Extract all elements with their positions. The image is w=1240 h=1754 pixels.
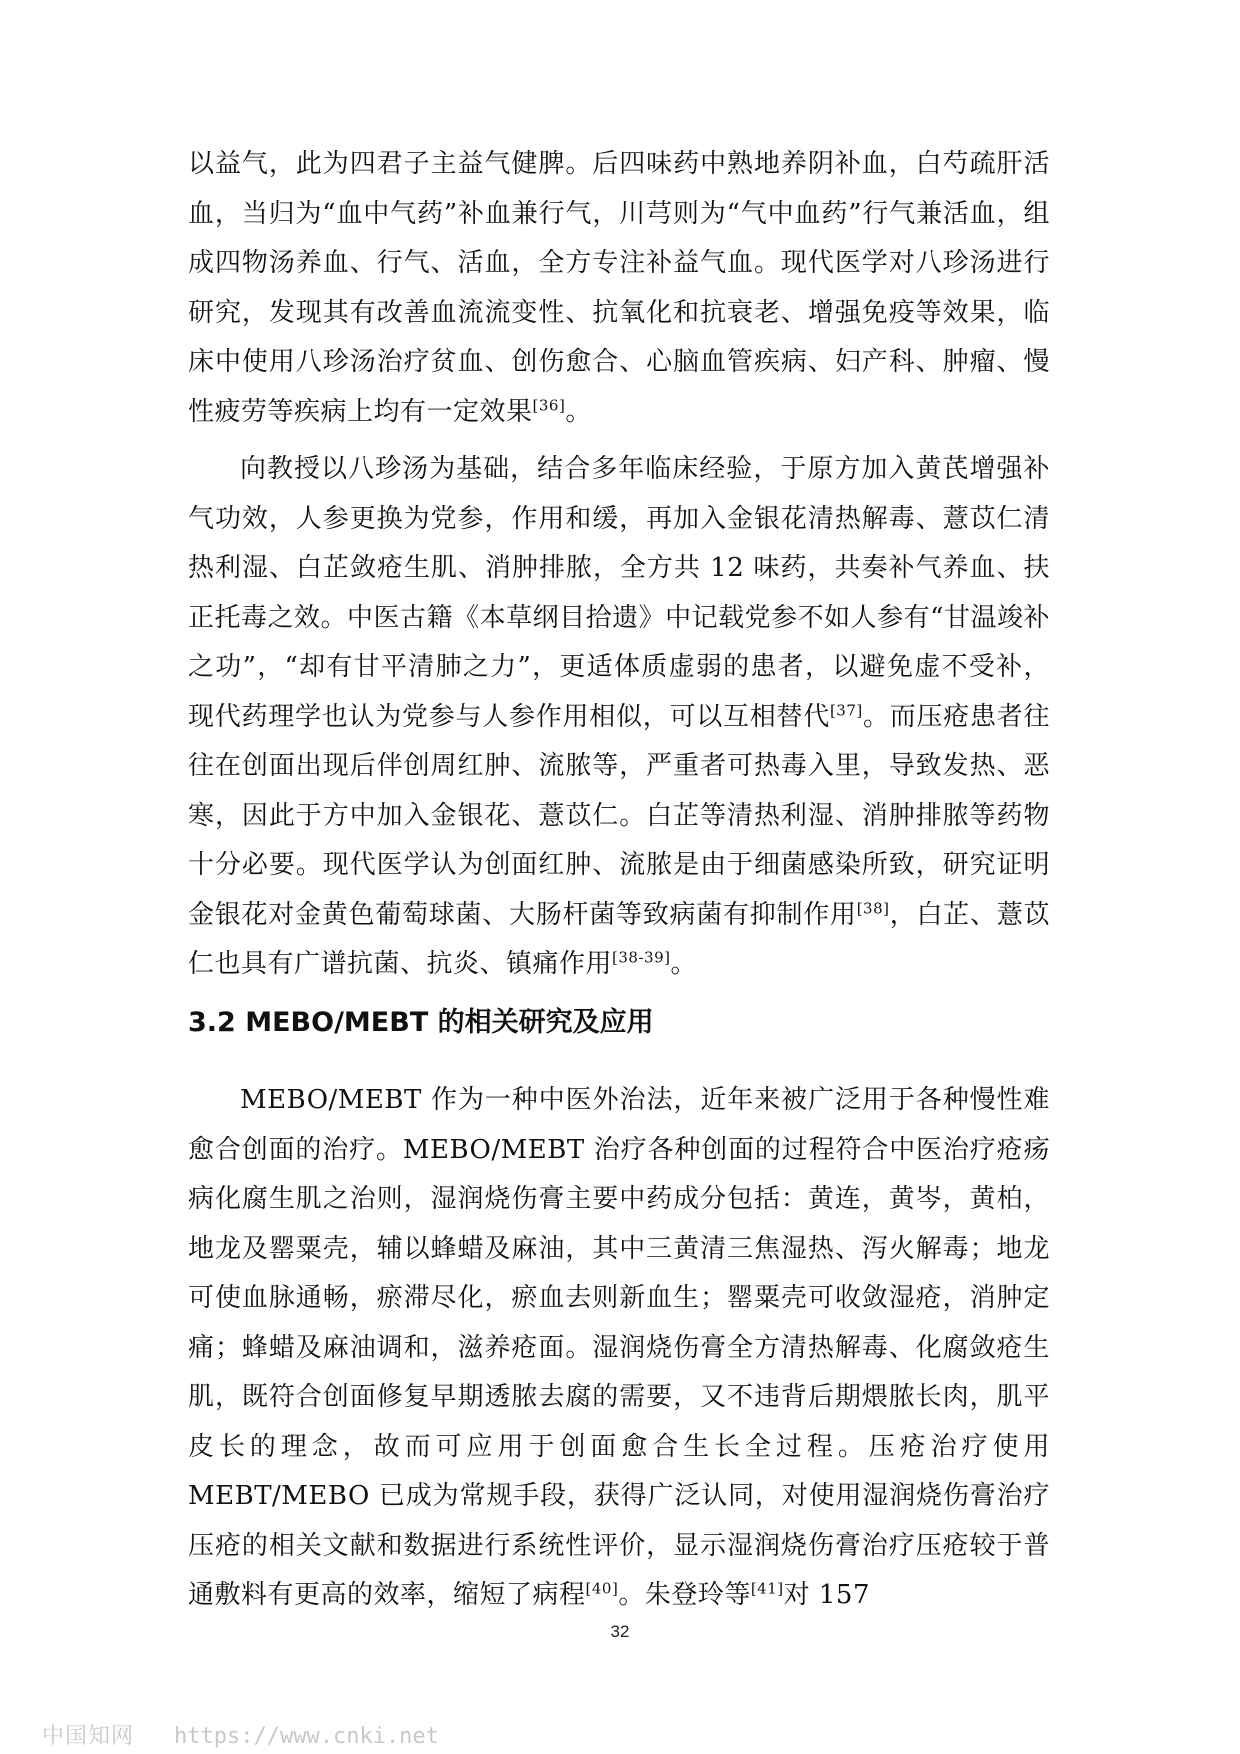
watermark-url: https://www.cnki.net [174, 1724, 439, 1749]
paragraph-text: ，白芷、薏苡仁也具有广谱抗菌、抗炎、镇痛作用 [188, 899, 1050, 979]
paragraph-text: 向教授以八珍汤为基础，结合多年临床经验，于原方加入黄芪增强补气功效，人参更换为党参，作用和缓，再加入金银花清热解毒、薏苡仁清热利湿、白芷敛疮生肌、消肿排脓，全方共 12 味药，共奏补气养血、扶正托毒之效。中医古籍《本草纲目拾遗》中记载党参不如人参有“甘温竣补之功”，“却有甘平清肺之力”，更适体质虚弱的患者，以避免虚不受补，现代药理学也认为党参与人参作用相似，可以互相替代 [188, 454, 1050, 732]
citation-ref[interactable]: [40] [585, 1579, 619, 1598]
paragraph-text: 。 [565, 396, 592, 427]
body-paragraph-1 [188, 140, 1050, 437]
paragraph-text: 。 [670, 949, 697, 979]
citation-ref[interactable]: [38] [856, 898, 890, 917]
citation-ref[interactable]: [37] [829, 700, 863, 719]
paragraph-text: 。而压疮患者往往在创面出现后伴创周红肿、流脓等，严重者可热毒入里，导致发热、恶寒，因此于方中加入金银花、薏苡仁。白芷等清热利湿、消肿排脓等药物十分必要。现代医学认为创面红肿、流脓是由于细菌感染所致，研究证明金银花对金黄色葡萄球菌、大肠杆菌等致病菌有抑制作用 [188, 701, 1050, 930]
paragraph-text: 对 157 [783, 1580, 871, 1610]
citation-ref[interactable]: [36] [532, 395, 566, 414]
citation-ref[interactable]: [38-39] [612, 948, 671, 967]
page-number: 32 [610, 1622, 630, 1641]
watermark-logo-text: 中国知网 [42, 1724, 135, 1749]
body-paragraph-3 [188, 1076, 1050, 1621]
body-paragraph-2 [188, 445, 1050, 990]
paragraph-text: 。朱登玲等 [618, 1580, 751, 1610]
section-heading: 3.2 MEBO/MEBT 的相关研究及应用 [188, 1007, 654, 1038]
paragraph-text: 以益气，此为四君子主益气健脾。后四味药中熟地养阴补血，白芍疏肝活血，当归为“血中气药”补血兼行气，川芎则为“气中血药”行气兼活血，组成四物汤养血、行气、活血，全方专注补益气血。现代医学对八珍汤进行研究，发现其有改善血流流变性、抗氧化和抗衰老、增强免疫等效果，临床中使用八珍汤治疗贫血、创伤愈合、心脑血管疾病、妇产科、肿瘤、慢性疲劳等疾病上均有一定效果 [188, 149, 1050, 427]
cnki-watermark [42, 1719, 439, 1750]
paragraph-text: MEBO/MEBT 作为一种中医外治法，近年来被广泛用于各种慢性难愈合创面的治疗。MEBO/MEBT 治疗各种创面的过程符合中医治疗疮疡病化腐生肌之治则，湿润烧伤膏主要中药成分包括：黄连，黄岑，黄柏，地龙及罂粟壳，辅以蜂蜡及麻油，其中三黄清三焦湿热、泻火解毒；地龙可使血脉通畅，瘀滞尽化，瘀血去则新血生；罂粟壳可收敛湿疮，消肿定痛；蜂蜡及麻油调和，滋养疮面。湿润烧伤膏全方清热解毒、化腐敛疮生肌，既符合创面修复早期透脓去腐的需要，又不违背后期煨脓长肉，肌平皮长的理念，故而可应用于创面愈合生长全过程。压疮治疗使用 MEBT/MEBO 已成为常规手段，获得广泛认同，对使用湿润烧伤膏治疗压疮的相关文献和数据进行系统性评价，显示湿润烧伤膏治疗压疮较于普通敷料有更高的效率，缩短了病程 [188, 1085, 1050, 1610]
citation-ref[interactable]: [41] [750, 1579, 784, 1598]
